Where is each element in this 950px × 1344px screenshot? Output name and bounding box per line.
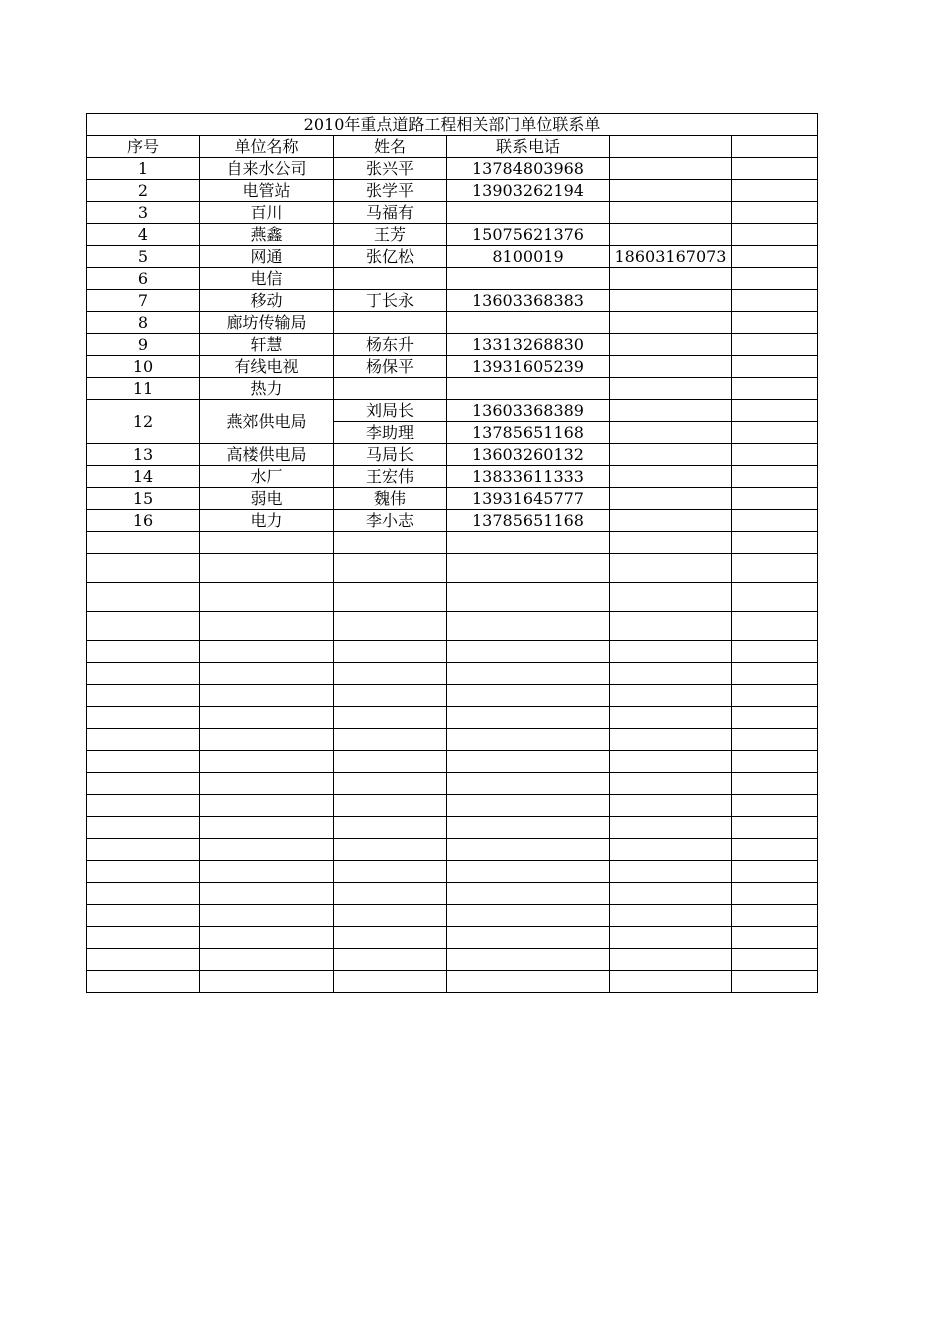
empty-row — [87, 554, 818, 583]
empty-cell — [610, 400, 732, 422]
phone-cell — [447, 202, 610, 224]
phone-cell: 13903262194 — [447, 180, 610, 202]
empty-cell — [610, 795, 732, 817]
empty-cell — [447, 532, 610, 554]
empty-cell — [200, 751, 334, 773]
empty-cell — [200, 927, 334, 949]
unit-cell: 电信 — [200, 268, 334, 290]
empty-cell — [200, 971, 334, 993]
empty-cell — [447, 729, 610, 751]
empty-cell — [732, 883, 818, 905]
table-row — [87, 246, 818, 268]
phone-cell: 13931645777 — [447, 488, 610, 510]
name-cell: 王宏伟 — [334, 466, 447, 488]
table-row — [87, 488, 818, 510]
empty-cell — [610, 707, 732, 729]
unit-cell: 自来水公司 — [200, 158, 334, 180]
empty-cell — [732, 839, 818, 861]
phone-cell: 13603260132 — [447, 444, 610, 466]
empty-cell — [447, 685, 610, 707]
name-cell: 王芳 — [334, 224, 447, 246]
seq-cell: 10 — [87, 356, 200, 378]
empty-cell — [334, 773, 447, 795]
empty-row — [87, 971, 818, 993]
empty-cell — [87, 861, 200, 883]
empty-cell — [447, 795, 610, 817]
table-row — [87, 444, 818, 466]
name-cell — [334, 268, 447, 290]
empty-cell — [610, 641, 732, 663]
empty-cell — [610, 612, 732, 641]
empty-cell — [610, 663, 732, 685]
empty-cell — [610, 839, 732, 861]
empty-cell — [200, 795, 334, 817]
empty-row — [87, 729, 818, 751]
empty-cell — [334, 707, 447, 729]
title-row — [87, 114, 818, 136]
empty-cell — [732, 641, 818, 663]
table-row — [87, 378, 818, 400]
empty-cell — [200, 817, 334, 839]
empty-cell — [610, 883, 732, 905]
empty-cell — [732, 312, 818, 334]
unit-cell: 轩慧 — [200, 334, 334, 356]
empty-cell — [200, 839, 334, 861]
empty-cell — [87, 905, 200, 927]
unit-cell: 网通 — [200, 246, 334, 268]
empty-row — [87, 612, 818, 641]
name-cell: 张亿松 — [334, 246, 447, 268]
empty-cell — [732, 224, 818, 246]
empty-cell — [610, 532, 732, 554]
seq-cell: 8 — [87, 312, 200, 334]
header-name: 姓名 — [334, 136, 447, 158]
header-phone: 联系电话 — [447, 136, 610, 158]
empty-cell — [447, 839, 610, 861]
empty-cell — [610, 971, 732, 993]
seq-cell: 15 — [87, 488, 200, 510]
name-cell: 李助理 — [334, 422, 447, 444]
empty-row — [87, 861, 818, 883]
seq-cell: 12 — [87, 400, 200, 444]
empty-cell — [334, 729, 447, 751]
empty-cell — [732, 707, 818, 729]
unit-cell: 热力 — [200, 378, 334, 400]
phone2-cell — [610, 510, 732, 532]
table-row — [87, 224, 818, 246]
empty-cell — [334, 751, 447, 773]
name-cell: 刘局长 — [334, 400, 447, 422]
empty-cell — [732, 729, 818, 751]
unit-cell: 燕鑫 — [200, 224, 334, 246]
empty-cell — [200, 532, 334, 554]
seq-cell: 16 — [87, 510, 200, 532]
empty-cell — [732, 773, 818, 795]
name-cell: 张兴平 — [334, 158, 447, 180]
contact-table — [86, 113, 818, 993]
empty-cell — [732, 861, 818, 883]
empty-cell — [732, 905, 818, 927]
seq-cell: 11 — [87, 378, 200, 400]
empty-cell — [732, 444, 818, 466]
empty-cell — [200, 861, 334, 883]
empty-cell — [87, 883, 200, 905]
empty-cell — [732, 246, 818, 268]
empty-cell — [87, 971, 200, 993]
empty-cell — [447, 861, 610, 883]
empty-cell — [732, 663, 818, 685]
sheet-title: 2010年重点道路工程相关部门单位联系单 — [87, 114, 818, 136]
phone2-cell — [610, 180, 732, 202]
seq-cell: 3 — [87, 202, 200, 224]
empty-cell — [732, 612, 818, 641]
empty-cell — [732, 817, 818, 839]
phone-cell: 13785651168 — [447, 510, 610, 532]
phone-cell: 13784803968 — [447, 158, 610, 180]
empty-cell — [610, 422, 732, 444]
phone2-cell — [610, 356, 732, 378]
name-cell: 丁长永 — [334, 290, 447, 312]
empty-cell — [447, 641, 610, 663]
phone2-cell — [610, 444, 732, 466]
empty-cell — [87, 612, 200, 641]
empty-row — [87, 773, 818, 795]
empty-cell — [334, 554, 447, 583]
empty-cell — [732, 356, 818, 378]
empty-row — [87, 795, 818, 817]
unit-cell: 电力 — [200, 510, 334, 532]
seq-cell: 13 — [87, 444, 200, 466]
empty-cell — [200, 773, 334, 795]
empty-cell — [87, 707, 200, 729]
empty-cell — [447, 663, 610, 685]
contact-sheet — [86, 113, 818, 993]
empty-cell — [200, 641, 334, 663]
table-row — [87, 466, 818, 488]
empty-cell — [732, 158, 818, 180]
empty-cell — [610, 685, 732, 707]
phone-cell: 13785651168 — [447, 422, 610, 444]
empty-row — [87, 707, 818, 729]
empty-row — [87, 532, 818, 554]
empty-row — [87, 905, 818, 927]
empty-row — [87, 883, 818, 905]
header-phone2 — [610, 136, 732, 158]
seq-cell: 2 — [87, 180, 200, 202]
empty-cell — [334, 949, 447, 971]
name-cell: 杨东升 — [334, 334, 447, 356]
phone2-cell — [610, 312, 732, 334]
header-seq: 序号 — [87, 136, 200, 158]
empty-cell — [87, 751, 200, 773]
empty-cell — [447, 707, 610, 729]
empty-cell — [610, 861, 732, 883]
phone-cell — [447, 268, 610, 290]
empty-row — [87, 751, 818, 773]
empty-cell — [447, 751, 610, 773]
empty-cell — [200, 949, 334, 971]
table-row — [87, 158, 818, 180]
header-extra — [732, 136, 818, 158]
empty-cell — [447, 612, 610, 641]
empty-cell — [447, 927, 610, 949]
empty-cell — [610, 927, 732, 949]
unit-cell: 有线电视 — [200, 356, 334, 378]
empty-cell — [334, 817, 447, 839]
empty-cell — [200, 685, 334, 707]
name-cell: 魏伟 — [334, 488, 447, 510]
empty-cell — [334, 883, 447, 905]
empty-cell — [87, 663, 200, 685]
empty-row — [87, 685, 818, 707]
empty-cell — [610, 729, 732, 751]
empty-cell — [732, 334, 818, 356]
empty-cell — [334, 583, 447, 612]
phone-cell: 13833611333 — [447, 466, 610, 488]
empty-cell — [732, 949, 818, 971]
empty-cell — [87, 641, 200, 663]
empty-cell — [732, 583, 818, 612]
phone-cell: 13313268830 — [447, 334, 610, 356]
phone2-cell — [610, 466, 732, 488]
phone-cell — [447, 378, 610, 400]
phone2-cell: 18603167073 — [610, 246, 732, 268]
table-row — [87, 180, 818, 202]
empty-cell — [334, 905, 447, 927]
empty-cell — [200, 612, 334, 641]
phone2-cell — [610, 334, 732, 356]
table-row — [87, 400, 818, 422]
empty-cell — [732, 927, 818, 949]
empty-cell — [447, 583, 610, 612]
empty-cell — [334, 839, 447, 861]
empty-row — [87, 663, 818, 685]
seq-cell: 5 — [87, 246, 200, 268]
empty-cell — [87, 729, 200, 751]
name-cell — [334, 378, 447, 400]
seq-cell: 14 — [87, 466, 200, 488]
phone2-cell — [610, 488, 732, 510]
empty-cell — [87, 949, 200, 971]
phone-cell: 13931605239 — [447, 356, 610, 378]
empty-cell — [200, 583, 334, 612]
phone2-cell — [610, 202, 732, 224]
empty-cell — [610, 949, 732, 971]
seq-cell: 1 — [87, 158, 200, 180]
unit-cell: 廊坊传输局 — [200, 312, 334, 334]
empty-cell — [447, 773, 610, 795]
unit-cell: 燕郊供电局 — [200, 400, 334, 444]
unit-cell: 水厂 — [200, 466, 334, 488]
empty-cell — [732, 466, 818, 488]
empty-cell — [732, 554, 818, 583]
phone2-cell — [610, 290, 732, 312]
empty-cell — [334, 861, 447, 883]
empty-cell — [334, 641, 447, 663]
empty-cell — [447, 949, 610, 971]
table-row — [87, 356, 818, 378]
empty-cell — [732, 795, 818, 817]
empty-cell — [334, 685, 447, 707]
phone-cell: 15075621376 — [447, 224, 610, 246]
empty-cell — [87, 839, 200, 861]
empty-cell — [447, 554, 610, 583]
empty-cell — [87, 554, 200, 583]
empty-cell — [447, 883, 610, 905]
phone2-cell — [610, 158, 732, 180]
empty-cell — [732, 290, 818, 312]
name-cell: 杨保平 — [334, 356, 447, 378]
name-cell: 马局长 — [334, 444, 447, 466]
empty-cell — [732, 378, 818, 400]
empty-cell — [87, 817, 200, 839]
seq-cell: 4 — [87, 224, 200, 246]
empty-cell — [87, 583, 200, 612]
empty-cell — [732, 268, 818, 290]
empty-row — [87, 817, 818, 839]
empty-row — [87, 583, 818, 612]
table-row — [87, 510, 818, 532]
phone-cell: 13603368383 — [447, 290, 610, 312]
name-cell: 李小志 — [334, 510, 447, 532]
empty-cell — [732, 400, 818, 422]
empty-row — [87, 641, 818, 663]
table-row — [87, 312, 818, 334]
unit-cell: 百川 — [200, 202, 334, 224]
empty-cell — [732, 488, 818, 510]
name-cell: 张学平 — [334, 180, 447, 202]
empty-row — [87, 927, 818, 949]
empty-cell — [200, 883, 334, 905]
phone2-cell — [610, 224, 732, 246]
empty-cell — [87, 532, 200, 554]
empty-cell — [732, 751, 818, 773]
empty-cell — [732, 422, 818, 444]
phone-cell: 8100019 — [447, 246, 610, 268]
seq-cell: 6 — [87, 268, 200, 290]
empty-cell — [200, 663, 334, 685]
empty-cell — [610, 751, 732, 773]
empty-cell — [334, 532, 447, 554]
table-row — [87, 202, 818, 224]
empty-cell — [732, 532, 818, 554]
empty-cell — [200, 707, 334, 729]
empty-cell — [732, 971, 818, 993]
empty-cell — [87, 795, 200, 817]
empty-cell — [200, 729, 334, 751]
empty-cell — [610, 905, 732, 927]
empty-cell — [732, 685, 818, 707]
table-row — [87, 268, 818, 290]
empty-cell — [610, 817, 732, 839]
unit-cell: 高楼供电局 — [200, 444, 334, 466]
phone2-cell — [610, 378, 732, 400]
seq-cell: 9 — [87, 334, 200, 356]
empty-cell — [732, 180, 818, 202]
empty-cell — [87, 685, 200, 707]
empty-cell — [334, 612, 447, 641]
seq-cell: 7 — [87, 290, 200, 312]
table-row — [87, 334, 818, 356]
empty-cell — [87, 927, 200, 949]
name-cell: 马福有 — [334, 202, 447, 224]
phone-cell — [447, 312, 610, 334]
empty-row — [87, 839, 818, 861]
unit-cell: 电管站 — [200, 180, 334, 202]
empty-cell — [732, 202, 818, 224]
empty-cell — [200, 554, 334, 583]
empty-cell — [87, 773, 200, 795]
header-unit: 单位名称 — [200, 136, 334, 158]
empty-cell — [447, 817, 610, 839]
phone-cell: 13603368389 — [447, 400, 610, 422]
empty-cell — [732, 510, 818, 532]
empty-cell — [610, 583, 732, 612]
empty-cell — [610, 773, 732, 795]
phone2-cell — [610, 268, 732, 290]
table-row — [87, 290, 818, 312]
empty-cell — [334, 971, 447, 993]
unit-cell: 移动 — [200, 290, 334, 312]
empty-cell — [334, 663, 447, 685]
unit-cell: 弱电 — [200, 488, 334, 510]
empty-cell — [447, 971, 610, 993]
empty-cell — [610, 554, 732, 583]
empty-cell — [334, 927, 447, 949]
empty-cell — [447, 905, 610, 927]
header-row — [87, 136, 818, 158]
empty-cell — [334, 795, 447, 817]
empty-cell — [200, 905, 334, 927]
name-cell — [334, 312, 447, 334]
empty-row — [87, 949, 818, 971]
